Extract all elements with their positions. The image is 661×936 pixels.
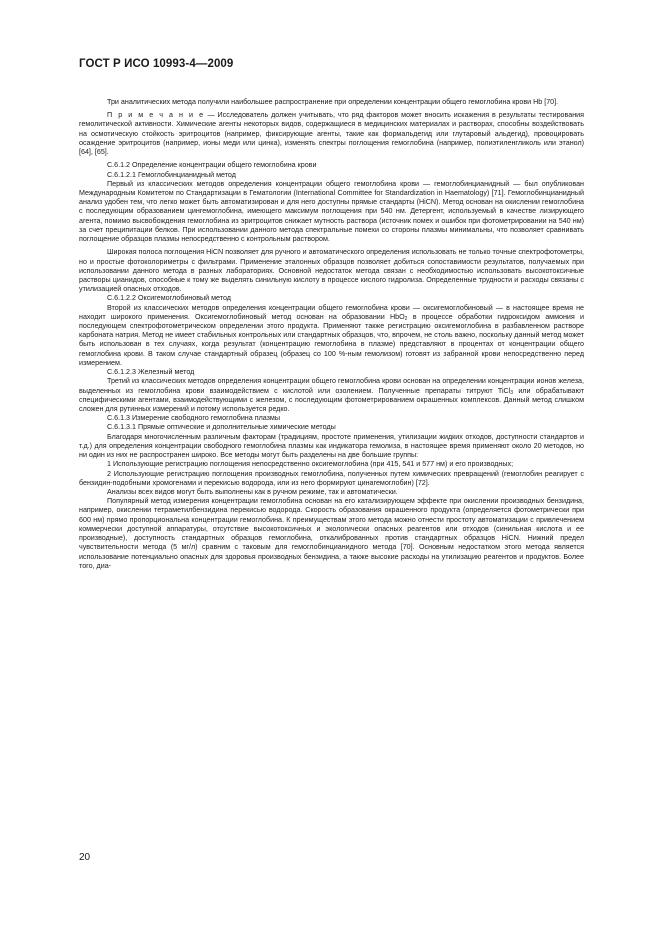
paragraph: Анализы всех видов могут быть выполнены как в ручном режиме, так и автоматически.: [107, 487, 398, 496]
note-text: — Исследователь должен учитывать, что ряд факторов может вносить искажения в результаты тестирования гемолитической активности. Химические агенты некоторых видов, содержащиеся в медицинских материалах и растворах, способны воздействовать на осмотическую стойкость эритроцитов (например, фиксирующие агенты, такие как формальдегид или глутаровый альдегид), провоцировать осаждение эритроцитов (например, ионы меди или цинка), изменять спектры поглощения гемоглобина (например, полиэтиленгликоль или этанол) [64], [65].: [79, 111, 584, 157]
paragraph: Широкая полоса поглощения HiCN позволяет для ручного и автоматического определения использовать не только точные спектрофотометры, но и простые фотоколориметры с фильтрами. Применение эталонных образцов позволяет добиться сопоставимости результатов, получаемых при использовании данного метода в разных лабораториях. Основной недостаток метода связан с необходимостью использовать высокотоксичные растворы цианидов, способные к тому же выделять синильную кислоту в процессе кислого гидролиза. Определенные трудности и расходы связаны с утилизацией опасных отходов.: [79, 248, 584, 294]
paragraph: Популярный метод измерения концентрации гемоглобина основан на его катализирующем эффекте при окислении производных бензидина, например, окислении тетраметилбензидина перекисью водорода. Скорость образования окрашенного продукта (определяется фотометрически при 600 нм) прямо пропорциональна концентрации гемоглобина. К преимуществам этого метода можно отнести простоту автоматизации с привлечением коммерчески доступной аппаратуры, отсутствие высокотоксичных и экологически опасных реагентов или отходов (синильная кислота и ее производные), доступность стандартных образцов гемоглобина, откалиброванных против стандартных образцов HiCN. Нижний предел чувствительности метода (5 мг/л) сравним с таковым для гемоглобинцианидного метода [70]. Основным недостатком этого метода является использование потенциально опасных для здоровья производных бензидина, а также высокие расходы на утилизацию реагентов и продуктов. Более того, диа-: [79, 497, 584, 570]
section-heading-c6131: С.6.1.3.1 Прямые оптические и дополнительные химические методы: [107, 423, 336, 432]
paragraph: Три аналитических метода получили наибольшее распространение при определении концентрации общего гемоглобина крови Hb [70].: [107, 98, 559, 106]
paragraph-part: Второй из классических методов определения концентрации общего гемоглобина крови — оксигемоглобиновый — в настоящее время не находит широкого применения. Оксигемоглобиновый метод основан на образовании HbO: [79, 303, 584, 321]
section-heading-c6123: С.6.1.2.3 Железный метод: [107, 368, 195, 377]
paragraph: Первый из классических методов определения концентрации общего гемоглобина крови — гемоглобинцианидный — был опубликован Международным Комитетом по Стандартизации в Гематологии (International Committee for Standardization in Haematology) [71]. Гемоглобинцианидный анализ удобен тем, что легко может быть автоматизирован и для него доступны прямые стандарты (HiCN). Метод основан на окислении гемоглобина с последующим образованием цингемоглобина, имеющего максимум поглощения при 540 нм. Детергент, используемый в качестве лизирующего агента, помимо высвобождения гемоглобина из эритроцитов снижает мутность раствора (источник помех и ошибок при фотометрировании на 540 нм) за счет преципитации белков. При использовании данного метода спектральные помехи со стороны плазмы минимальны, что позволяет сравнивать поглощение образцов плазмы непосредственно с контрольным раствором.: [79, 179, 584, 244]
note-paragraph: [79, 111, 584, 157]
document-header: ГОСТ Р ИСО 10993-4—2009: [79, 58, 234, 70]
list-item: 2 Использующие регистрацию поглощения производных гемоглобина, полученных путем химических превращений (гемоглобин реагирует с бензидин-подобными хромогенами и перекисью водорода, или из него формируют цинагемоглобин) [72].: [79, 469, 584, 487]
section-heading-c612: С.6.1.2 Определение концентрации общего гемоглобина крови: [107, 161, 317, 170]
list-item: 1 Использующие регистрацию поглощения непосредственно оксигемоглобина (при 415, 541 и 577 нм) и его производных;: [107, 460, 514, 469]
paragraph-part: Третий из классических методов определения концентрации общего гемоглобина крови основан на определении концентрации ионов железа, выделенных из гемоглобина крови взаимодействием с кислотой или озолением. Полученные препараты титруют TiCl: [79, 377, 584, 395]
paragraph: Благодаря многочисленным различным факторам (традициям, простоте применения, утилизации жидких отходов, доступности стандартов и т.д.) для определения концентрации свободного гемоглобина плазмы как индикатора гемолиза, в настоящее время применяют около 20 методов, но ни один из них не распространен широко. Все методы могут быть разделены на две большие группы:: [79, 432, 584, 460]
section-heading-c6121: С.6.1.2.1 Гемоглобинцианидный метод: [107, 170, 236, 179]
paragraph-part: или обрабатывают специфическими агентами, взаимодействующими с железом, с последующим фотометрированием окрашенных комплексов. Данный метод слишком сложен для рутинных измерений и потому используется редко.: [79, 386, 584, 413]
document-body: [79, 98, 584, 571]
note-label: П р и м е ч а н и е: [107, 111, 205, 120]
page-number: 20: [79, 852, 91, 863]
paragraph-part: в процессе обработки гидроксидом аммония и последующем спектрофотометрическом определении этого продукта. Применяют также регистрацию оксигемоглобина в разбавленном растворе карбоната натрия. Метод не имеет стабильных контрольных или стандартных образцов, что, впрочем, не столь важно, поскольку данный метод может быть использован в тех случаях, когда результат (концентрацию гемоглобина в плазме) представляют в процентах от концентрации общего гемоглобина крови. В таком случае стандартный образец (образец со 100 %-ным гемолизом) готовят из забранной крови непосредственно перед измерением.: [79, 312, 584, 367]
subscript: 2: [404, 315, 408, 322]
section-heading-c6122: С.6.1.2.2 Оксигемоглобиновый метод: [107, 294, 231, 303]
paragraph: [79, 304, 584, 369]
section-heading-c613: С.6.1.3 Измерение свободного гемоглобина плазмы: [107, 414, 280, 423]
paragraph: [79, 377, 584, 414]
subscript: 3: [510, 389, 514, 396]
